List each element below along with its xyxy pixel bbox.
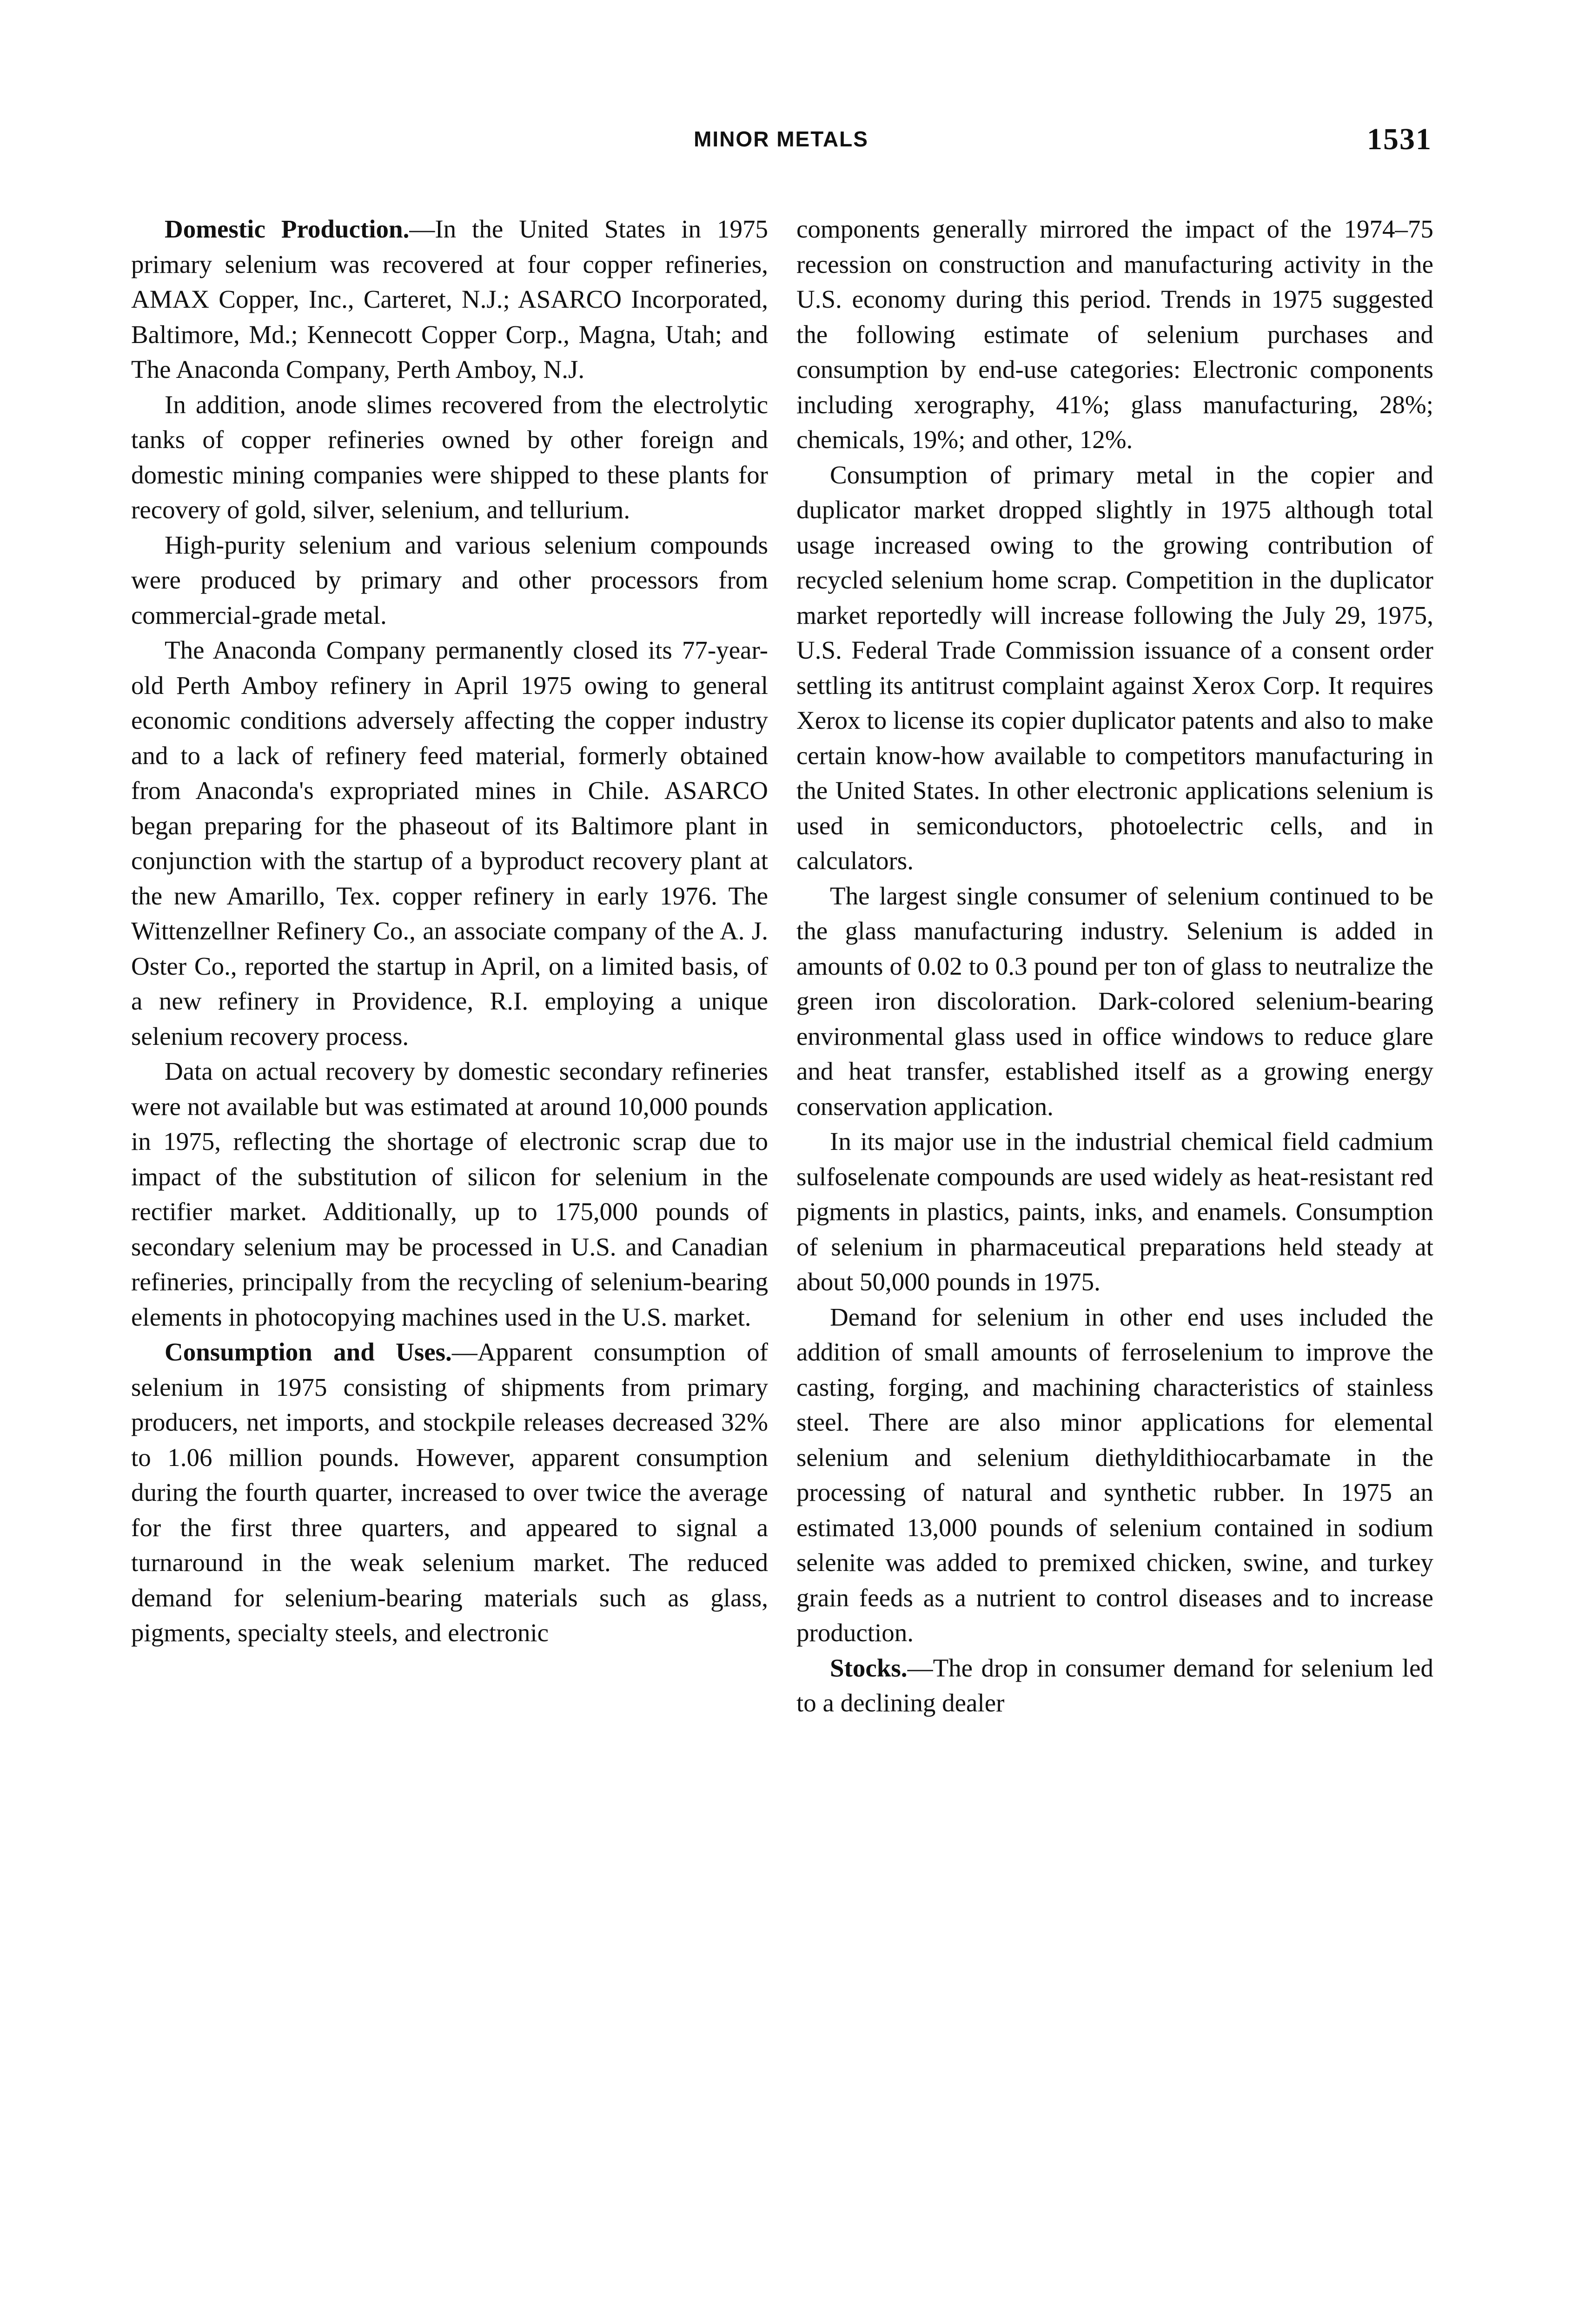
secondary-recovery-paragraph: Data on actual recovery by domestic secondary refineries were not available but was estimated at around 10,000 pounds in 1975, reflecting the shortage of electronic scrap due to impact of the substitution of silicon for selenium in the rectifier market. Additionally, up to 175,000 pounds of secondary selenium may be processed in U.S. and Canadian refineries, principally from the recycling of selenium-bearing elements in photocopying machines used in the U.S. market. — [131, 1057, 768, 1331]
page-header — [130, 122, 1432, 168]
other-end-uses-paragraph: Demand for selenium in other end uses included the addition of small amounts of ferroselenium to improve the casting, forging, and machining characteristics of stainless steel. There are also minor applications for elemental selenium and selenium diethyldithiocarbamate in the processing of natural and synthetic rubber. In 1975 an estimated 13,000 pounds of selenium contained in sodium selenite was added to premixed chicken, swine, and turkey grain feeds as a nutrient to control diseases and to increase production. — [796, 1302, 1433, 1647]
page-number: 1531 — [1367, 122, 1432, 156]
stocks-paragraph — [796, 1651, 1433, 1721]
domestic-production-text: —In the United States in 1975 primary selenium was recovered at four copper refineries, AMAX Copper, Inc., Carteret, N.J.; ASARCO Incorporated, Baltimore, Md.; Kennecott Copper Corp., Magna, Utah; and The Anaconda Company, Perth Amboy, N.J. — [131, 215, 768, 383]
stocks-text: —The drop in consumer demand for selenium led to a declining dealer — [796, 1653, 1433, 1717]
right-column — [796, 211, 1433, 1721]
stocks-heading: Stocks. — [830, 1653, 908, 1682]
left-column — [131, 211, 768, 1651]
running-head: MINOR METALS — [694, 127, 868, 151]
glass-industry-paragraph: The largest single consumer of selenium continued to be the glass manufacturing industry. Selenium is added in amounts of 0.02 to 0.3 pound per ton of glass to neutralize the green iron discoloration. Dark-colored selenium-bearing environmental glass used in office windows to reduce glare and heat transfer, established itself as a growing energy conservation application. — [796, 881, 1433, 1121]
consumption-heading: Consumption and Uses. — [165, 1338, 452, 1366]
consumption-paragraph — [131, 1334, 768, 1651]
anode-slimes-paragraph: In addition, anode slimes recovered from the electrolytic tanks of copper refineries owned by other foreign and domestic mining companies were shipped to these plants for recovery of gold, silver, selenium, and tellurium. — [131, 390, 768, 524]
consumption-text: —Apparent consumption of selenium in 1975 consisting of shipments from primary producers, net imports, and stockpile releases decreased 32% to 1.06 million pounds. However, apparent consumption during the fourth quarter, increased to over twice the average for the first three quarters, and appeared to signal a turnaround in the weak selenium market. The reduced demand for selenium-bearing materials such as glass, pigments, specialty steels, and electronic — [131, 1338, 768, 1647]
domestic-production-heading: Domestic Production. — [165, 215, 410, 243]
high-purity-paragraph: High-purity selenium and various selenium compounds were produced by primary and other processors from commercial-grade metal. — [131, 530, 768, 629]
chemical-use-paragraph: In its major use in the industrial chemical field cadmium sulfoselenate compounds are used widely as heat-resistant red pigments in plastics, paints, inks, and enamels. Consumption of selenium in pharmaceutical preparations held steady at about 50,000 pounds in 1975. — [796, 1127, 1433, 1296]
anaconda-closure-paragraph: The Anaconda Company permanently closed its 77-year-old Perth Amboy refinery in April 1975 owing to general economic conditions adversely affecting the copper industry and to a lack of refinery feed material, formerly obtained from Anaconda's expropriated mines in Chile. ASARCO began preparing for the phaseout of its Baltimore plant in conjunction with the startup of a byproduct recovery plant at the new Amarillo, Tex. copper refinery in early 1976. The Wittenzellner Refinery Co., an associate company of the A. J. Oster Co., reported the startup in April, on a limited basis, of a new refinery in Providence, R.I. employing a unique selenium recovery process. — [131, 636, 768, 1050]
copier-market-paragraph: Consumption of primary metal in the copier and duplicator market dropped slightly in 1975 although total usage increased owing to the growing contribution of recycled selenium home scrap. Competition in the duplicator market reportedly will increase following the July 29, 1975, U.S. Federal Trade Commission issuance of a consent order settling its antitrust complaint against Xerox Corp. It requires Xerox to license its copier duplicator patents and also to make certain know-how available to competitors manufacturing in the United States. In other electronic applications selenium is used in semiconductors, photoelectric cells, and in calculators. — [796, 460, 1433, 875]
continuation-paragraph: components generally mirrored the impact of the 1974–75 recession on construction and manufacturing activity in the U.S. economy during this period. Trends in 1975 suggested the following estimate of selenium purchases and consumption by end-use categories: Electronic components including xerography, 41%; glass manufacturing, 28%; chemicals, 19%; and other, 12%. — [796, 215, 1433, 454]
domestic-production-paragraph — [131, 211, 768, 387]
